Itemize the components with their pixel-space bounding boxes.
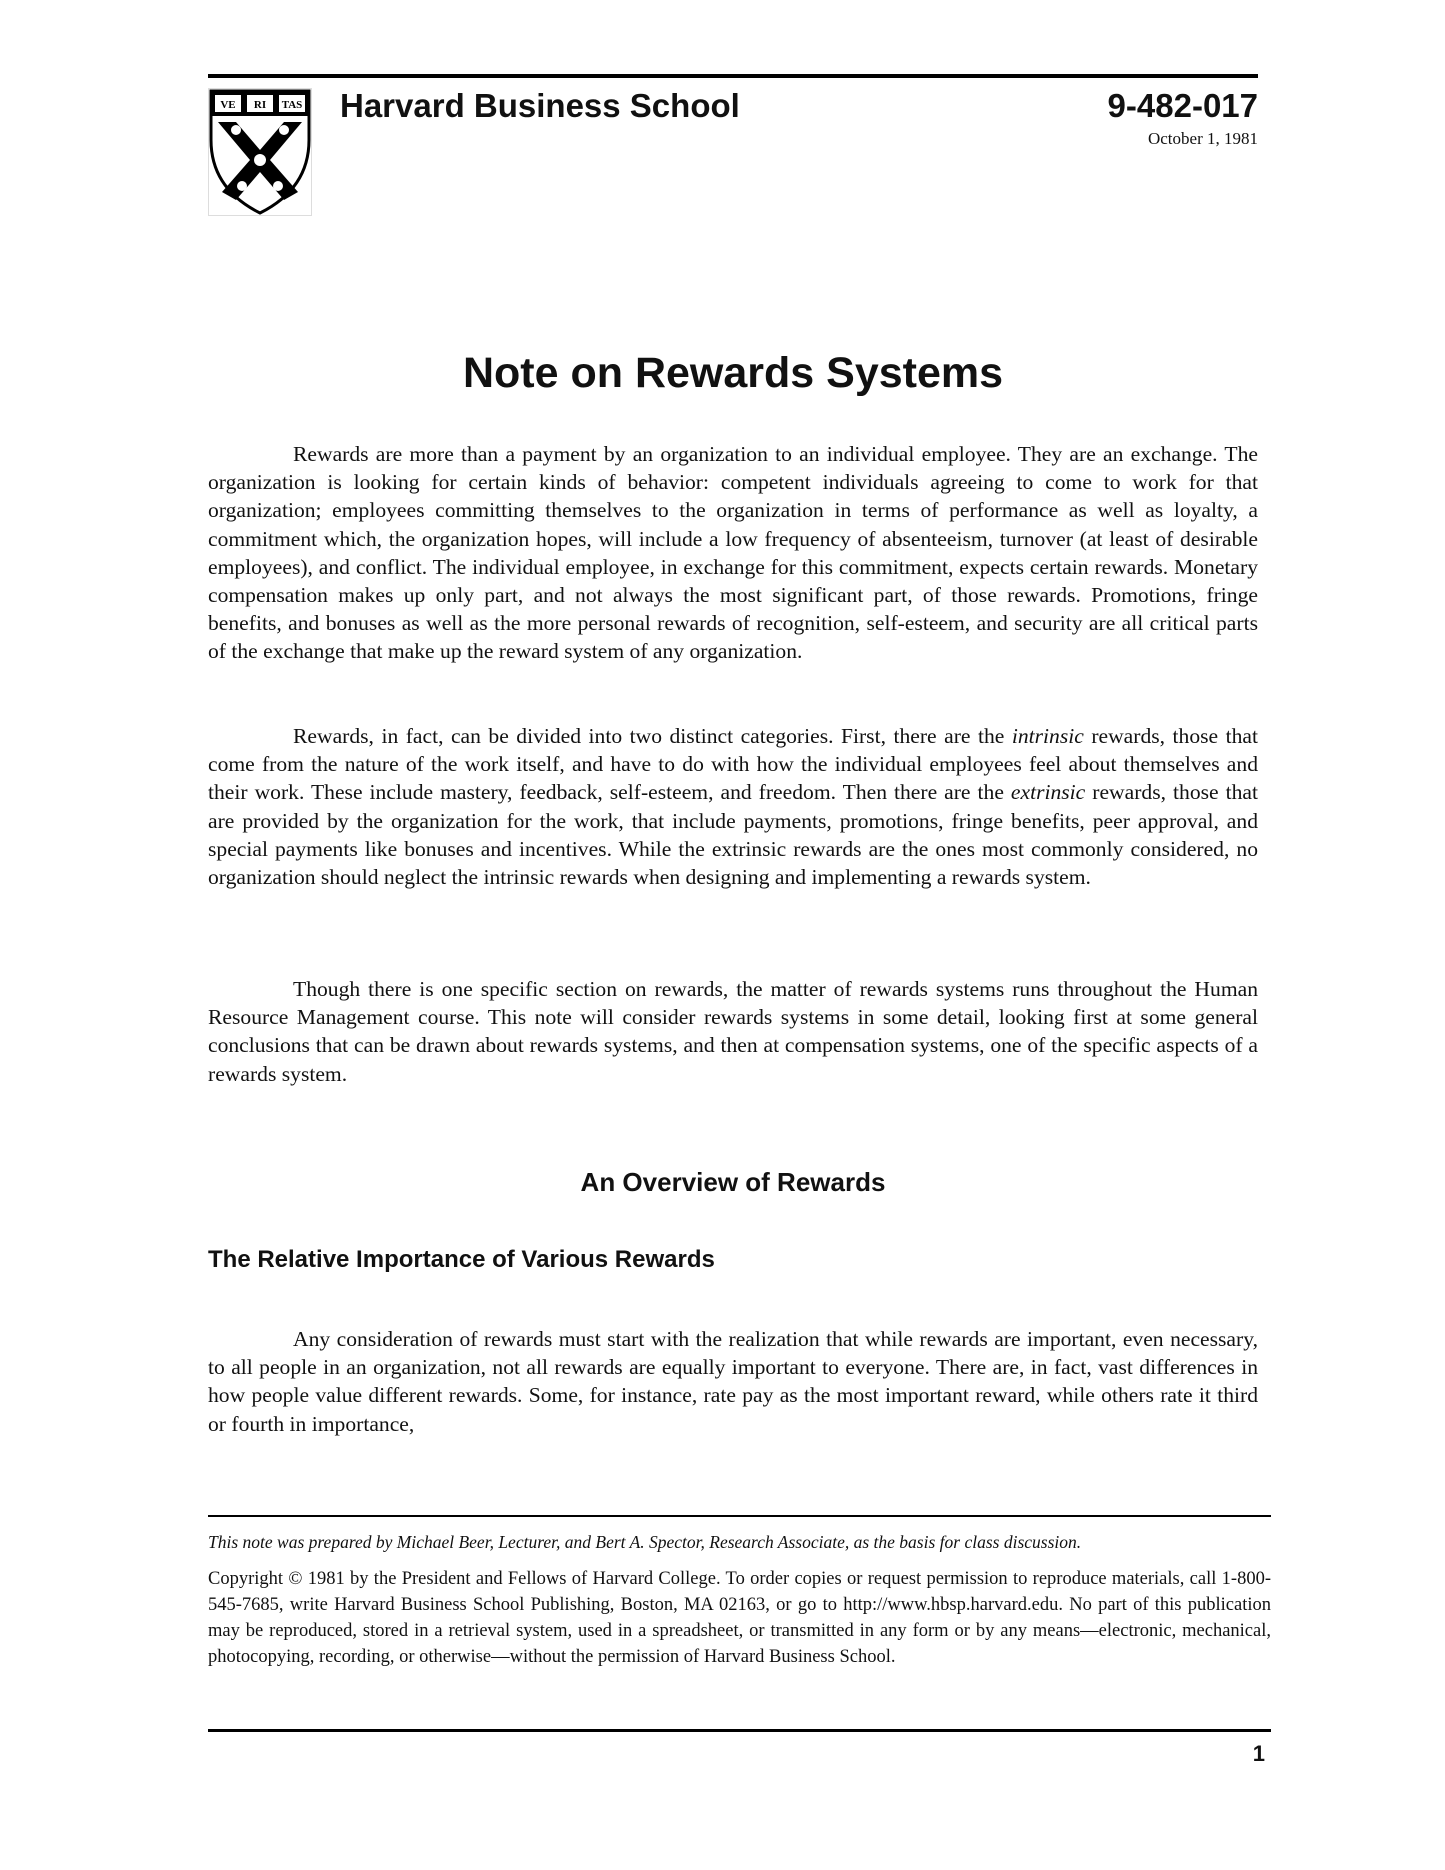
- footer-rule-top: [208, 1515, 1271, 1517]
- page-number: 1: [1252, 1741, 1265, 1766]
- authorship-note: This note was prepared by Michael Beer, Lecturer, and Bert A. Spector, Research Associate, as the basis for class discussion.: [208, 1532, 1082, 1552]
- copyright-notice: Copyright © 1981 by the President and Fellows of Harvard College. To order copies or request permission to reproduce materials, call 1-800-545-7685, write Harvard Business School Publishing, Boston, MA 02163, or go to http://www.hbsp.harvard.edu. No part of this publication may be reproduced, stored in a retrieval system, used in a spreadsheet, or transmitted in any form or by any means—electronic, mechanical, photocopying, recording, or otherwise—without the permission of Harvard Business School.: [208, 1569, 1271, 1667]
- school-name: Harvard Business School: [340, 87, 740, 124]
- p2-part-e: rewards, those that are provided by the organization for the work, that include payments, promotions, fringe benefits, peer approval, and special payments like bonuses and incentives. While the extrinsic rewards are the ones most commonly considered, no organization should neglect the intrinsic rewards when designing and implementing a rewards system.: [208, 780, 1258, 890]
- paragraph-2: [208, 722, 1258, 891]
- paragraph-1: [208, 440, 1258, 666]
- paragraph-3-text: Though there is one specific section on rewards, the matter of rewards systems runs throughout the Human Resource Management course. This note will consider rewards systems in some detail, looking first at some general conclusions that can be drawn about rewards systems, and then at compensation systems, one of the specific aspects of a rewards system.: [208, 977, 1258, 1086]
- document-title: Note on Rewards Systems: [462, 349, 1004, 397]
- subsection-heading: The Relative Importance of Various Rewards: [208, 1246, 715, 1273]
- seal-book-2: RI: [253, 99, 267, 111]
- section-heading: An Overview of Rewards: [580, 1167, 886, 1197]
- case-number: 9-482-017: [1107, 87, 1258, 124]
- paragraph-2-text: [208, 722, 1258, 891]
- p2-part-a: Rewards, in fact, can be divided into two distinct categories. First, there are the: [293, 724, 1012, 748]
- footer-rule-bottom: [208, 1729, 1271, 1732]
- top-rule: [208, 74, 1258, 78]
- extrinsic-term: extrinsic: [1010, 780, 1086, 805]
- case-date: October 1, 1981: [1147, 129, 1258, 148]
- intrinsic-term: intrinsic: [1011, 724, 1084, 748]
- p2-part-c: rewards, those that come from the nature of the work itself, and have to do with how the individual employees feel about themselves and their work. These include mastery, feedback, self-esteem, and freedom. Then there are the: [208, 724, 1258, 805]
- harvard-shield-icon: [208, 88, 312, 216]
- seal-book-1: VE: [220, 99, 236, 111]
- paragraph-1-text: Rewards are more than a payment by an organization to an individual employee. They are an exchange. The organization is looking for certain kinds of behavior: competent individuals agreeing to come to work for that organization; employees committing themselves to the organization in terms of performance as well as loyalty, a commitment which, the organization hopes, will include a low frequency of absenteeism, turnover (at least of desirable employees), and conflict. The individual employee, in exchange for this commitment, expects certain rewards. Monetary compensation makes up only part, and not always the most significant part, of those rewards. Promotions, fringe benefits, and bonuses as well as the more personal rewards of recognition, self-esteem, and security are all critical parts of the exchange that make up the reward system of any organization.: [208, 442, 1258, 664]
- paragraph-4: [208, 1325, 1258, 1438]
- paragraph-3: [208, 975, 1258, 1088]
- paragraph-4-text: Any consideration of rewards must start with the realization that while rewards are important, even necessary, to all people in an organization, not all rewards are equally important to everyone. There are, in fact, vast differences in how people value different rewards. Some, for instance, rate pay as the most important reward, while others rate it third or fourth in importance,: [208, 1327, 1258, 1436]
- seal-book-3: TAS: [281, 99, 303, 111]
